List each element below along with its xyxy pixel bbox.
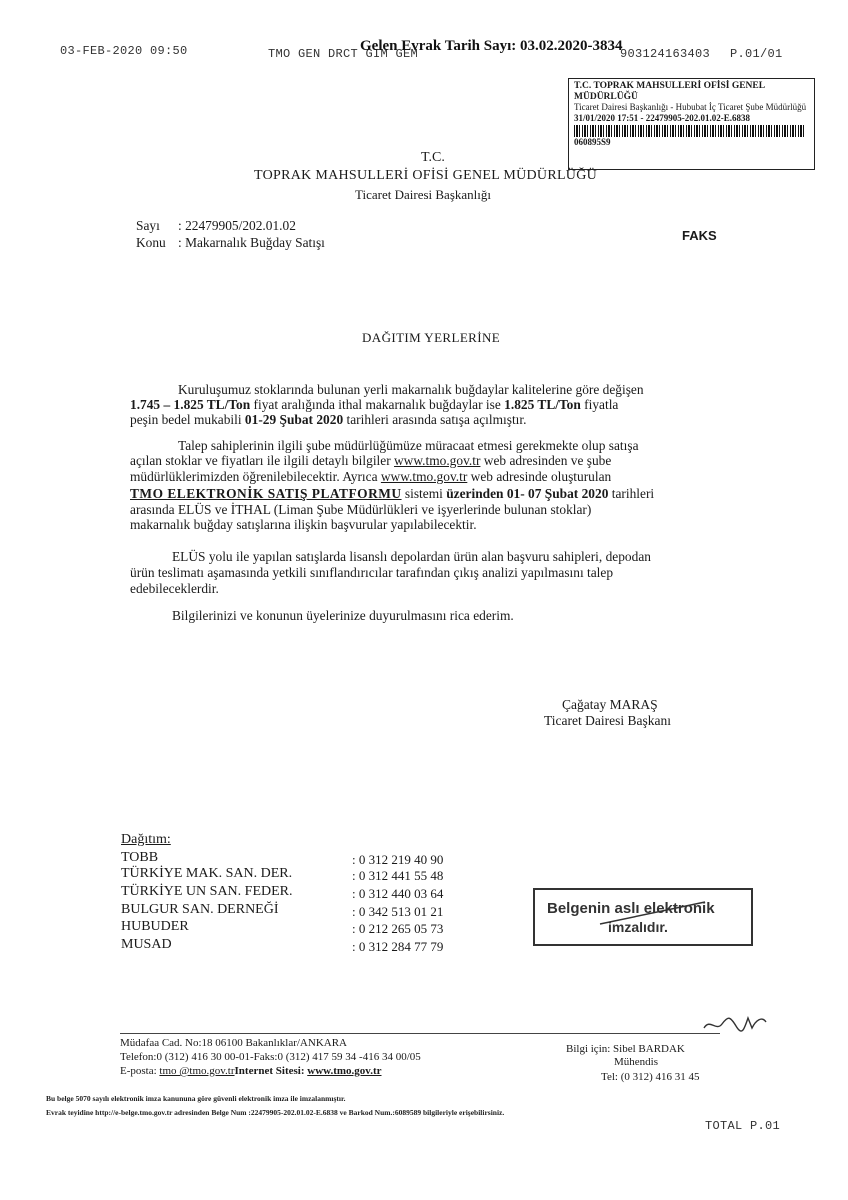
header-tc: T.C.	[421, 150, 445, 165]
header-dept: Ticaret Dairesi Başkanlığı	[355, 187, 491, 202]
contact-person: Bilgi için: Sibel BARDAK	[566, 1043, 685, 1055]
p1-line2: 1.745 – 1.825 TL/Ton fiyat aralığında ithal makarnalık buğdaylar ise 1.825 TL/Ton fiyatla	[130, 397, 619, 412]
konu-label: Konu	[136, 235, 166, 250]
footer-phone: Telefon:0 (312) 416 30 00-01-Faks:0 (312) 417 59 34 -416 34 00/05	[120, 1051, 421, 1063]
tmo-link-2[interactable]: www.tmo.gov.tr	[380, 469, 468, 484]
fax-datetime: 03-FEB-2020 09:50	[60, 44, 188, 58]
distribution-name: HUBUDER	[121, 919, 189, 934]
barcode-number: 060895S9	[574, 137, 611, 147]
distribution-name: BULGUR SAN. DERNEĞİ	[121, 902, 279, 917]
registry-stamp	[568, 78, 815, 170]
distribution-phone: : 0 312 441 55 48	[352, 868, 444, 883]
p2-line4: TMO ELEKTRONİK SATIŞ PLATFORMU sistemi üzerinden 01- 07 Şubat 2020 tarihleri	[130, 486, 655, 501]
distribution-heading: Dağıtım:	[121, 832, 171, 847]
distribution-phone: : 0 342 513 01 21	[352, 904, 444, 919]
e-signed-line2: imzalıdır.	[608, 919, 668, 935]
signatory-name: Çağatay MARAŞ	[562, 697, 658, 712]
e-signed-stamp	[533, 888, 753, 946]
p1-line3: peşin bedel mukabili 01-29 Şubat 2020 tarihleri arasında satışa açılmıştır.	[130, 412, 527, 427]
p1-line1: Kuruluşumuz stoklarında bulunan yerli makarnalık buğdaylar kalitelerine göre değişen	[178, 382, 644, 397]
stamp-org: T.C. TOPRAK MAHSULLERİ OFİSİ GENEL MÜDÜRLÜĞÜ	[574, 81, 765, 102]
esign-notice-2: Evrak teyidine http://e-belge.tmo.gov.tr adresinden Belge Num :22479905-202.01.02-E.6838 ve Barkod Num.:6089589 bilgileriyle erişebilirsiniz.	[46, 1108, 505, 1117]
distribution-phone: : 0 312 219 40 90	[352, 852, 444, 867]
incoming-doc-number: Gelen Evrak Tarih Sayı: 03.02.2020-3834	[360, 38, 623, 54]
fax-page: P.01/01	[730, 47, 783, 61]
sayi-label: Sayı	[136, 218, 160, 233]
footer-divider	[120, 1033, 720, 1034]
distribution-name: MUSAD	[121, 937, 172, 952]
p3-line3: edebileceklerdir.	[130, 581, 219, 596]
signatory-title: Ticaret Dairesi Başkanı	[544, 713, 671, 728]
p4-line1: Bilgilerinizi ve konunun üyelerinize duyurulmasını rica ederim.	[172, 608, 514, 623]
p3-line2: ürün teslimatı aşamasında yetkili sınıflandırıcılar tarafından çıkış analizi yapılmasını talep	[130, 565, 614, 580]
footer-web[interactable]: www.tmo.gov.tr	[307, 1065, 382, 1077]
platform-name: TMO ELEKTRONİK SATIŞ PLATFORMU	[130, 486, 402, 501]
addressee: DAĞITIM YERLERİNE	[362, 330, 501, 345]
stamp-dept: Ticaret Dairesi Başkanlığı - Hububat İç Ticaret Şube Müdürlüğü	[574, 102, 807, 112]
fax-sender: TMO GEN DRCT GIM GEM	[268, 47, 419, 61]
sayi-value: : 22479905/202.01.02	[178, 218, 296, 233]
distribution-phone: : 0 212 265 05 73	[352, 921, 444, 936]
e-signed-line1: Belgenin aslı elektronik	[547, 900, 715, 917]
p2-line2: açılan stoklar ve fiyatları ile ilgili detaylı bilgiler www.tmo.gov.tr web adresinden ve şube	[130, 453, 612, 468]
header-org: TOPRAK MAHSULLERİ OFİSİ GENEL MÜDÜRLÜĞÜ	[254, 168, 598, 183]
p3-line1: ELÜS yolu ile yapılan satışlarda lisanslı depolardan ürün alan başvuru sahipleri, depodan	[172, 549, 651, 564]
footer-address: Müdafaa Cad. No:18 06100 Bakanlıklar/ANKARA	[120, 1037, 347, 1049]
barcode-image	[574, 125, 804, 137]
tmo-link-1[interactable]: www.tmo.gov.tr	[394, 453, 481, 468]
distribution-phone: : 0 312 440 03 64	[352, 886, 444, 901]
konu-value: : Makarnalık Buğday Satışı	[178, 235, 325, 250]
p2-line3: müdürlüklerimizden öğrenilebilecektir. Ayrıca www.tmo.gov.tr web adresinde oluşturulan	[130, 469, 612, 484]
distribution-phone: : 0 312 284 77 79	[352, 939, 444, 954]
distribution-name: TÜRKİYE UN SAN. FEDER.	[121, 884, 293, 899]
fax-number: 903124163403	[620, 47, 711, 61]
p2-line5: arasında ELÜS ve İTHAL (Liman Şube Müdürlükleri ve işyerlerinde bulunan stoklar)	[130, 502, 592, 517]
footer-email[interactable]: tmo @tmo.gov.tr	[159, 1065, 235, 1077]
stamp-datetime: 31/01/2020 17:51 - 22479905-202.01.02-E.6838	[574, 112, 750, 123]
esign-notice-1: Bu belge 5070 sayılı elektronik imza kanununa göre güvenli elektronik imza ile imzalanmıştır.	[46, 1094, 346, 1103]
footer-contact: E-posta: tmo @tmo.gov.trInternet Sitesi: www.tmo.gov.tr	[120, 1065, 382, 1077]
p2-line6: makarnalık buğday satışlarına ilişkin başvurular yapılabilecektir.	[130, 517, 477, 532]
strike-scribble-icon	[595, 894, 715, 934]
fax-total: TOTAL P.01	[705, 1119, 781, 1133]
distribution-name: TÜRKİYE MAK. SAN. DER.	[121, 866, 293, 881]
contact-title: Mühendis	[614, 1056, 658, 1068]
distribution-name: TOBB	[121, 850, 159, 865]
p2-line1: Talep sahiplerinin ilgili şube müdürlüğümüze müracaat etmesi gerekmekte olup satışa	[178, 438, 639, 453]
contact-phone: Tel: (0 312) 416 31 45	[601, 1071, 700, 1083]
faks-label: FAKS	[682, 228, 717, 243]
